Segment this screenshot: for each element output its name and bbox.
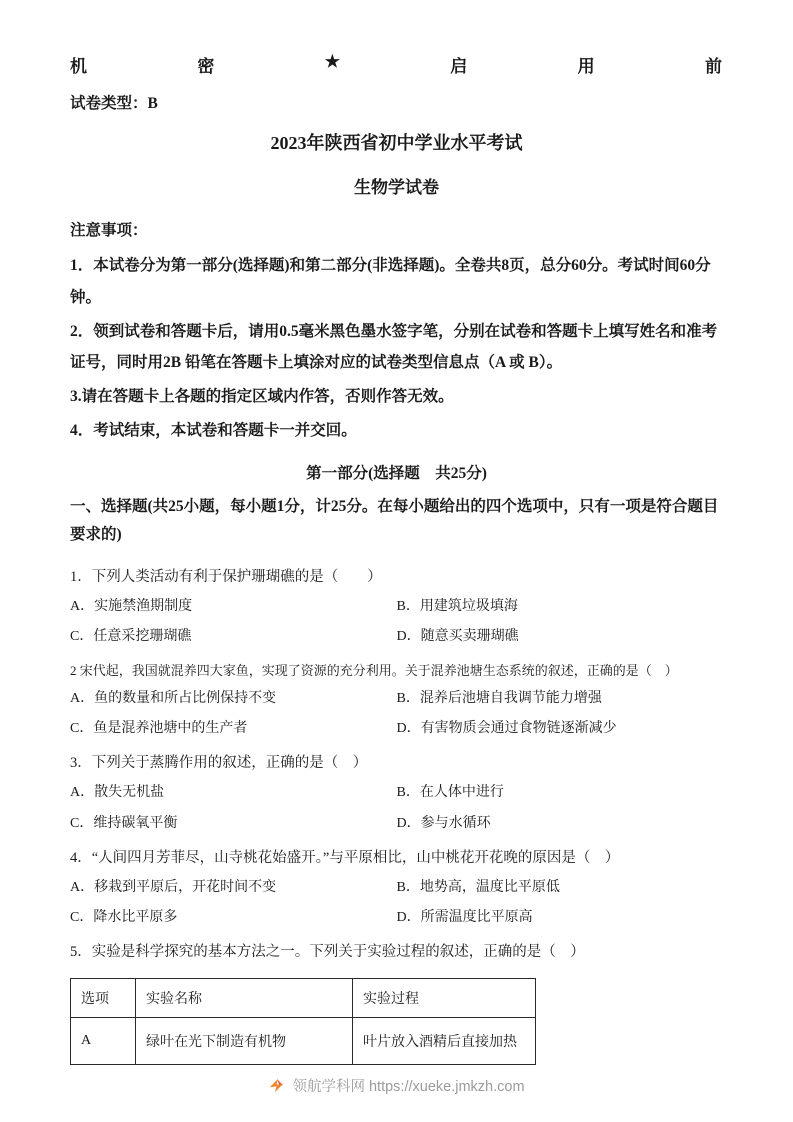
secrecy-char: 密 bbox=[197, 57, 216, 76]
option-b: B．混养后池塘自我调节能力增强 bbox=[396, 690, 602, 706]
question-1 bbox=[70, 562, 723, 653]
watermark-footer bbox=[0, 1075, 793, 1096]
site-logo-icon bbox=[268, 1077, 285, 1094]
secrecy-header bbox=[70, 52, 723, 77]
question-stem: 5．实验是科学探究的基本方法之一。下列关于实验过程的叙述，正确的是（ ） bbox=[70, 944, 585, 961]
notice-item-2: 2．领到试卷和答题卡后，请用0.5毫米黑色墨水签字笔，分别在试卷和答题卡上填写姓名和准考证号，同时用2B 铅笔在答题卡上填涂对应的试卷类型信息点（A 或 B）。 bbox=[70, 322, 718, 372]
option-a: A．散失无机盐 bbox=[70, 785, 165, 801]
option-row bbox=[70, 903, 723, 933]
option-b: B．地势高，温度比平原低 bbox=[396, 880, 560, 896]
option-a: A．实施禁渔期制度 bbox=[70, 599, 193, 615]
option-a: A．鱼的数量和所占比例保持不变 bbox=[70, 690, 277, 706]
question-3 bbox=[70, 748, 723, 839]
paper-type-label: 试卷类型：B bbox=[70, 95, 158, 112]
secrecy-char: 前 bbox=[704, 57, 723, 76]
exam-title: 2023年陕西省初中学业水平考试 bbox=[270, 133, 523, 153]
question-stem: 1．下列人类活动有利于保护珊瑚礁的是（ ） bbox=[70, 568, 382, 585]
option-c: C．维持碳氧平衡 bbox=[70, 815, 178, 831]
table-cell-exp-process: 叶片放入酒精后直接加热 bbox=[353, 1017, 536, 1064]
option-row bbox=[70, 778, 723, 808]
question-stem: 3．下列关于蒸腾作用的叙述，正确的是（ ） bbox=[70, 755, 368, 772]
star-icon: ★ bbox=[324, 52, 341, 71]
table-cell-exp-name: 绿叶在光下制造有机物 bbox=[136, 1017, 353, 1064]
table-cell-option: A bbox=[71, 1017, 136, 1064]
option-row bbox=[70, 809, 723, 839]
question-4 bbox=[70, 843, 723, 934]
option-c: C．鱼是混养池塘中的生产者 bbox=[70, 720, 248, 736]
question-stem: 2 宋代起，我国就混养四大家鱼，实现了资源的充分利用。关于混养池塘生态系统的叙述，正确的是（ ） bbox=[70, 662, 678, 678]
notice-item-1: 1．本试卷分为第一部分(选择题)和第二部分(非选择题)。全卷共8页，总分60分。考试时间60分钟。 bbox=[70, 257, 711, 306]
option-row bbox=[70, 873, 723, 903]
option-b: B．用建筑垃圾填海 bbox=[396, 599, 518, 615]
experiment-table bbox=[70, 978, 536, 1065]
option-row bbox=[70, 714, 723, 744]
secrecy-char: 机 bbox=[70, 57, 88, 76]
option-d: D．所需温度比平原高 bbox=[396, 910, 533, 926]
option-row bbox=[70, 684, 723, 714]
option-c: C．降水比平原多 bbox=[70, 910, 178, 926]
section-instructions: 一、选择题(共25小题，每小题1分，计25分。在每小题给出的四个选项中，只有一项是符合题目要求的) bbox=[70, 497, 719, 544]
table-header-option: 选项 bbox=[71, 978, 136, 1017]
table-header-exp-name: 实验名称 bbox=[136, 978, 353, 1017]
watermark-text: 领航学科网 https://xueke.jmkzh.com bbox=[292, 1079, 525, 1095]
table-header-exp-process: 实验过程 bbox=[353, 978, 536, 1017]
option-d: D．随意买卖珊瑚礁 bbox=[396, 629, 519, 645]
option-b: B．在人体中进行 bbox=[396, 785, 504, 801]
notice-item-4: 4．考试结束，本试卷和答题卡一并交回。 bbox=[70, 421, 357, 439]
part-heading: 第一部分(选择题 共25分) bbox=[306, 464, 487, 482]
option-row bbox=[70, 592, 723, 622]
table-header-row bbox=[71, 978, 536, 1017]
question-2 bbox=[70, 657, 723, 744]
question-stem: 4．“人间四月芳菲尽，山寺桃花始盛开。”与平原相比，山中桃花开花晚的原因是（ ） bbox=[70, 849, 620, 866]
notice-item-3: 3.请在答题卡上各题的指定区域内作答，否则作答无效。 bbox=[70, 388, 454, 406]
option-d: D．参与水循环 bbox=[396, 815, 491, 831]
option-d: D．有害物质会通过食物链逐渐减少 bbox=[396, 720, 617, 736]
question-5 bbox=[70, 937, 723, 1064]
notice-heading: 注意事项： bbox=[70, 222, 148, 239]
option-a: A．移栽到平原后，开花时间不变 bbox=[70, 880, 277, 896]
exam-subtitle: 生物学试卷 bbox=[354, 178, 439, 197]
secrecy-char: 启 bbox=[450, 57, 469, 76]
option-row bbox=[70, 622, 723, 652]
secrecy-char: 用 bbox=[577, 57, 596, 76]
option-c: C．任意采挖珊瑚礁 bbox=[70, 629, 192, 645]
table-row bbox=[71, 1017, 536, 1064]
